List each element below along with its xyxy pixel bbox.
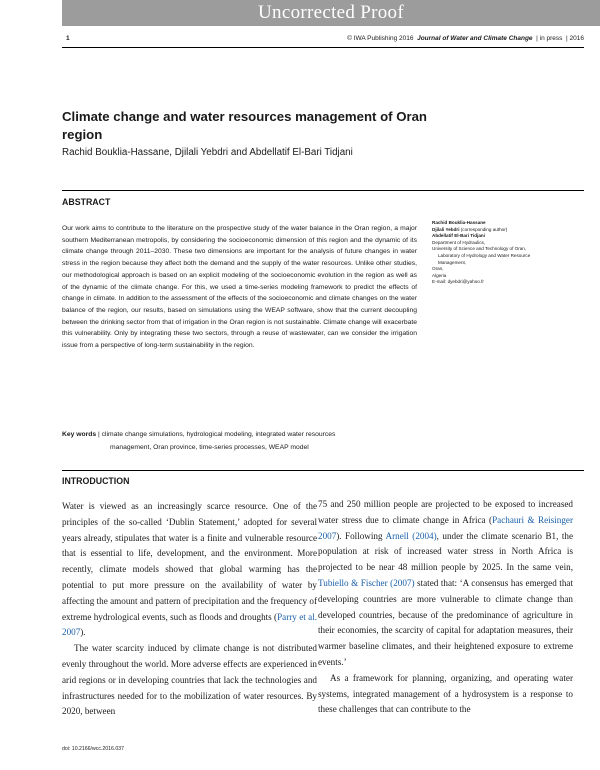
affil-univ-1: University of Science and Technology of Oran,	[432, 246, 527, 252]
publisher-note: © IWA Publishing 2016	[347, 35, 414, 42]
title-line-1: Climate change and water resources management of Oran	[62, 109, 427, 124]
affil-city: Oran,	[432, 266, 444, 272]
running-head	[62, 33, 584, 48]
doi[interactable]: doi: 10.2166/wcc.2016.037	[62, 746, 125, 752]
intro-paragraph-2: The water scarcity induced by climate change is not distributed evenly throughout the world. More adverse effects are experienced in arid regions or in developing countries that lack the technologies and infrastructures needed for to the mobilization of water resources. By 2020, between	[62, 643, 317, 717]
keywords: Key words | climate change simulations, hydrological modeling, integrated water resources management, Oran province, time-series processes, WEAP model	[62, 429, 417, 454]
journal-year: 2016	[569, 35, 584, 42]
uncorrected-proof-banner: Uncorrected Proof	[62, 0, 600, 26]
keywords-label: Key words	[62, 431, 97, 438]
affil-author-1: Rachid Bouklia-Hassane	[432, 220, 486, 225]
author-list: Rachid Bouklia-Hassane, Djilali Yebdri and Abdellatif El-Bari Tidjani	[62, 147, 353, 158]
affil-country: Algeria	[432, 272, 447, 278]
title-line-2: region	[62, 127, 103, 142]
affil-author-3: Abdellatif El-Bari Tidjani	[432, 233, 486, 239]
abstract-text: Our work aims to contribute to the literature on the prospective study of the water balance in the Oran region, a major southern Mediterranean metropolis, by considering the socioeconomic dimension of this region and the dynamic of its climate change through 2011–2030. These two dimensions are important for the analysis of future changes in water stress in the region because they affect both the demand and the supply of the water resources. Unlike other studies, our methodological approach is based on an explicit modeling of the socioeconomic evolution in the region as well as of the dynamic of the climate change. For this, we used a time-series modeling framework to predict the effects of change in climate. In addition to the assessment of the effects of the socioeconomic and climate changes on the water balance of the region, our results, based on simulations using the WEAP software, show that the current decoupling between the drinking sector from that of irrigation in the Oran region is not sustainable. Climate change will exacerbate this vulnerability. Only by integrating these two sectors, through a reuse of wastewater, can we consider the irrigation issue from a perspective of long-term sustainability in the region.	[62, 225, 417, 350]
affil-author-2: Djilali Yebdri	[432, 226, 460, 232]
author-affiliations	[432, 220, 582, 286]
abstract-rule	[62, 190, 584, 191]
citation-arnell[interactable]: Arnell (2004)	[385, 530, 437, 541]
running-head-right: © IWA Publishing 2016 Journal of Water and Climate Change | in press | 2016	[347, 35, 584, 42]
keywords-line-2: management, Oran province, time-series processes, WEAP model	[110, 443, 309, 451]
intro-paragraph-4: As a framework for planning, organizing, and operating water systems, integrated management of a hydrosystem is a response to these challenges that can contribute to the	[318, 672, 573, 715]
affil-email-label: E-mail:	[432, 279, 447, 285]
affil-univ-2: Laboratory of Hydrology and Water Resource	[438, 252, 531, 258]
citation-tubiello[interactable]: Tubiello & Fischer (2007)	[318, 577, 415, 588]
body-column-right	[318, 497, 573, 718]
affil-dept: Department of Hydraulics,	[432, 239, 486, 245]
intro-paragraph-3: 75 and 250 million people are projected to be exposed to increased water stress due to climate change in Africa (Pachauri & Reisinger 2007). Following Arnell (2004), under the climate scenario B1, the population at risk of increased water stress in North Africa is projected to be near 48 million people by 2025. In the same vein, Tubiello & Fischer (2007) stated that: ‘A consensus has emerged that developing countries are more vulnerable to climate change than developed countries, because of the predominance of agriculture in their economies, the scarcity of capital for adaptation measures, their warmer baseline climates, and their heightened exposure to extreme events.’	[318, 499, 573, 667]
article-title	[62, 108, 462, 144]
affil-corresponding: (corresponding author)	[459, 226, 508, 232]
affil-email-line	[432, 279, 582, 286]
introduction-heading: INTRODUCTION	[62, 476, 130, 486]
keywords-line-1: climate change simulations, hydrological modeling, integrated water resources	[101, 431, 336, 438]
press-status: in press	[539, 35, 563, 42]
abstract-heading: ABSTRACT	[62, 197, 111, 207]
affil-univ-3: Management,	[438, 259, 467, 265]
journal-name: Journal of Water and Climate Change	[417, 35, 533, 42]
affil-email[interactable]: dyebdri@yahoo.fr	[447, 279, 484, 285]
citation-pachauri[interactable]: Pachauri & Reisinger 2007	[318, 514, 573, 541]
introduction-rule	[62, 470, 584, 471]
body-column-left	[62, 499, 317, 720]
affil-author-2-line	[432, 227, 582, 234]
intro-paragraph-1: Water is viewed as an increasingly scarce resource. One of the principles of the so-called ‘Dublin Statement,’ adopted for several years already, stipulates that water is a finite and vulnerable resource that is essential to life, development, and the environment. More recently, climate models showed that global warming has the potential to put more pressure on the availability of water by affecting the amount and pattern of precipitation and the frequency of extreme hydrological events, such as floods and droughts (Parry et al. 2007).	[62, 501, 318, 638]
page-number: 1	[66, 35, 70, 42]
citation-parry[interactable]: Parry et al. 2007	[62, 611, 318, 638]
